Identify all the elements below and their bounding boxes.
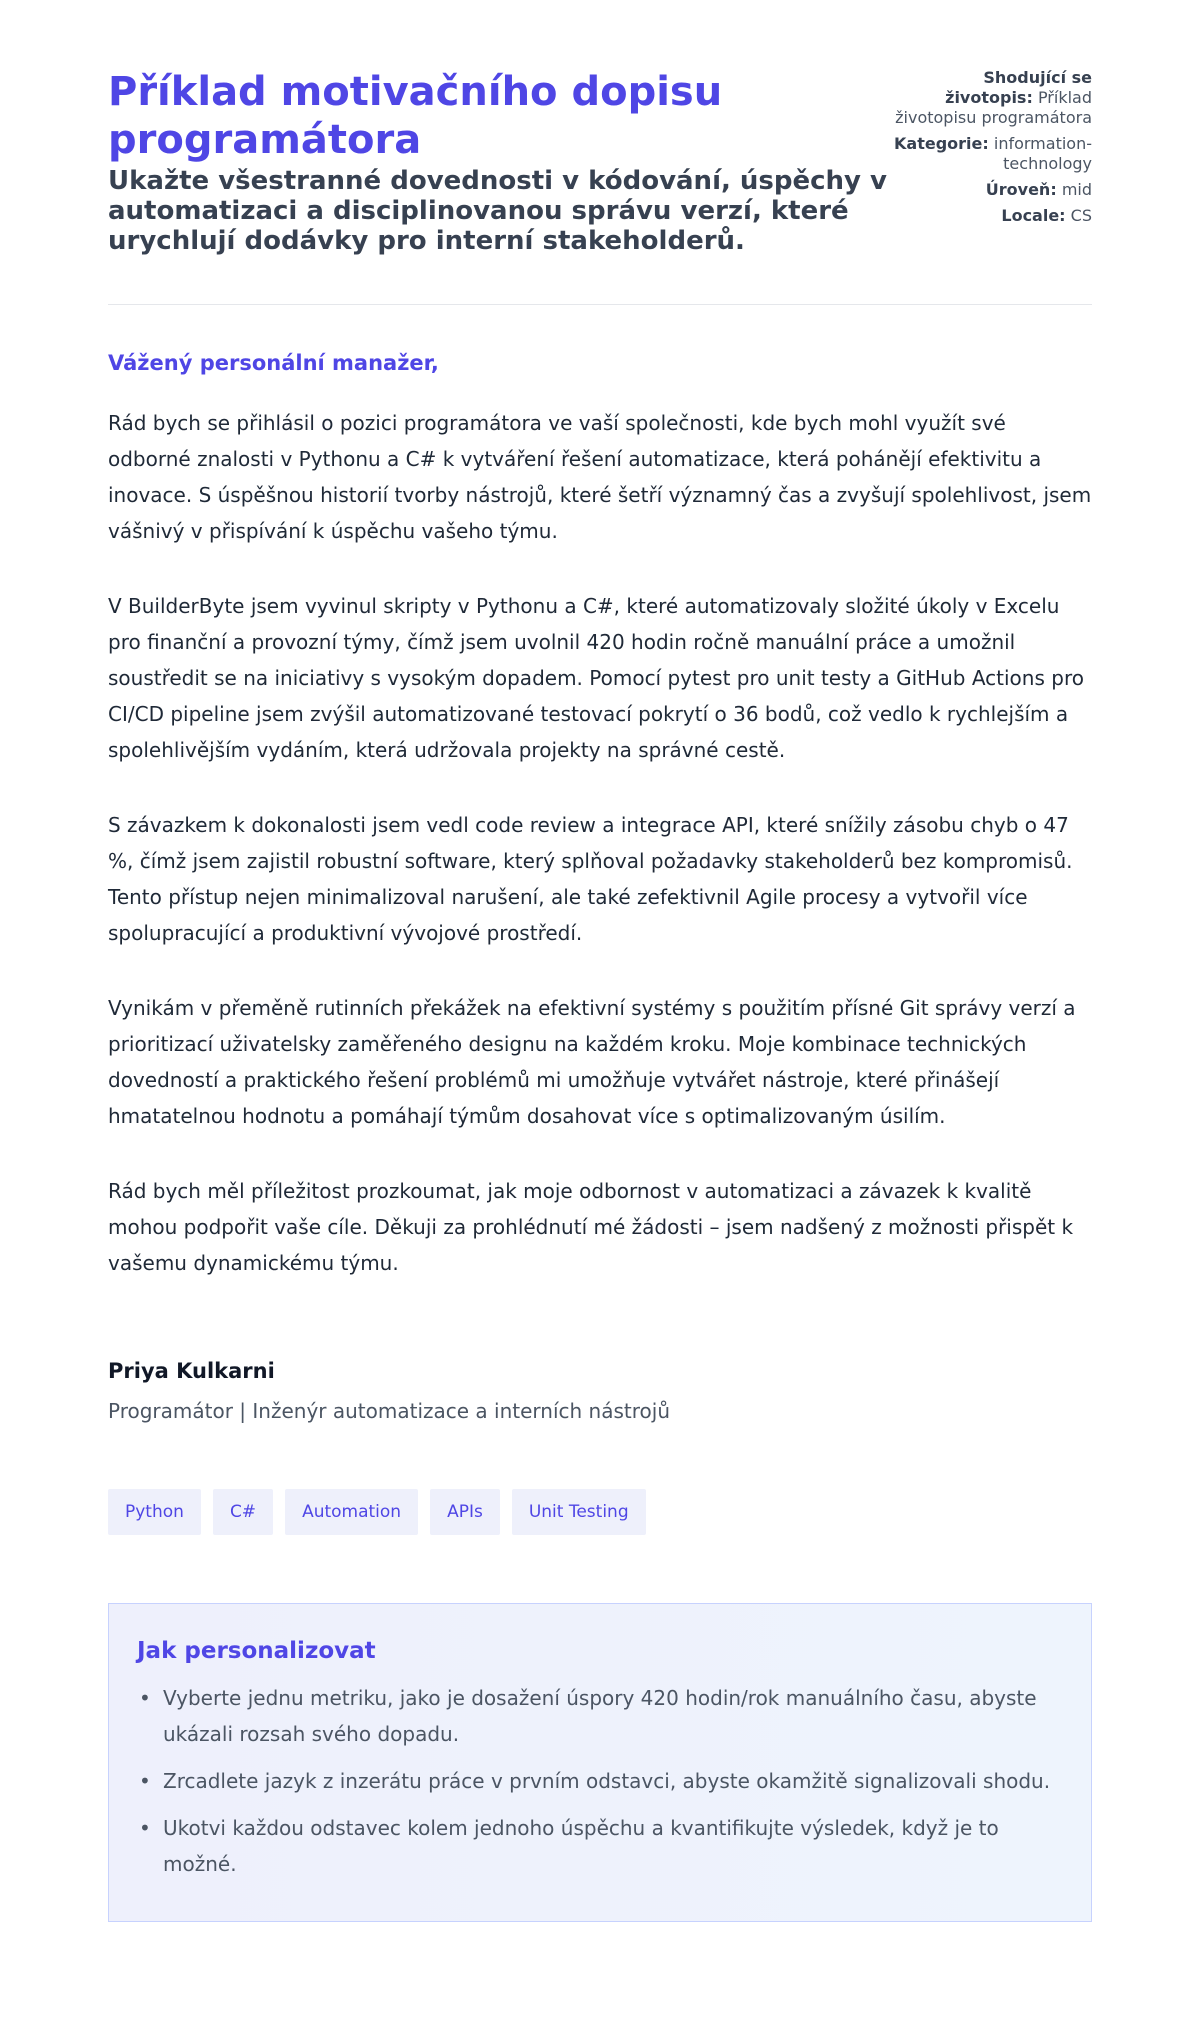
meta-panel [893, 68, 1092, 232]
meta-locale-value: CS [1070, 206, 1092, 225]
signature-name: Priya Kulkarni [108, 1359, 275, 1383]
letter-body [108, 349, 1092, 1281]
skill-tag: Unit Testing [512, 1489, 646, 1535]
skill-tag: Automation [285, 1489, 418, 1535]
tip-item: • Vyberte jednu metriku, jako je dosažení úspory 420 hodin/rok manuálního času, abyste ukázali rozsah svého dopadu. [163, 1680, 1063, 1752]
letter-paragraph: Rád bych měl příležitost prozkoumat, jak moje odbornost v automatizaci a závazek k kvalitě mohou podpořit vaše cíle. Děkuji za prohlédnutí mé žádosti – jsem nadšený z možnosti přispět k vašemu dynamickému týmu. [108, 1179, 1074, 1275]
skill-tag: C# [213, 1489, 273, 1535]
meta-category-label: Kategorie: [894, 134, 989, 153]
header [108, 68, 1092, 305]
salutation: Vážený personální manažer, [108, 351, 439, 375]
header-titles [108, 68, 893, 256]
meta-resume [893, 68, 1092, 128]
meta-category-value: information-technology [993, 134, 1092, 173]
skill-tag: Python [108, 1489, 201, 1535]
meta-level [893, 180, 1092, 200]
skill-tags [108, 1489, 1092, 1535]
meta-resume-label: Shodující se životopis: [945, 68, 1092, 107]
tip-item: • Ukotvi každou odstavec kolem jednoho úspěchu a kvantifikujte výsledek, když je to možné. [163, 1810, 1063, 1882]
tips-title: Jak personalizovat [137, 1638, 376, 1664]
skill-tag: APIs [430, 1489, 500, 1535]
letter-paragraph: S závazkem k dokonalosti jsem vedl code review a integrace API, které snížily zásobu chyb o 47 %, čímž jsem zajistil robustní software, který splňoval požadavky stakeholderů bez kompromisů. Tento přístup nejen minimalizoval narušení, ale také zefektivnil Agile procesy a vytvořil více spolupracující a produktivní vývojové prostředí. [108, 813, 1073, 945]
tip-item: • Zrcadlete jazyk z inzerátu práce v prvním odstavci, abyste okamžitě signalizovali shodu. [163, 1763, 1063, 1799]
meta-category [893, 134, 1092, 174]
signature [108, 1357, 1092, 1425]
signature-role: Programátor | Inženýr automatizace a interních nástrojů [108, 1399, 670, 1423]
page-subtitle: Ukažte všestranné dovednosti v kódování, úspěchy v automatizaci a disciplinovanou správu verzí, které urychlují dodávky pro interní stakeholderů. [108, 166, 888, 256]
meta-resume-value: Příklad životopisu programátora [895, 88, 1092, 127]
meta-level-label: Úroveň: [985, 180, 1057, 199]
meta-level-value: mid [1061, 180, 1092, 199]
page-title: Příklad motivačního dopisu programátora [108, 69, 723, 163]
meta-locale [893, 206, 1092, 226]
letter-paragraph: Rád bych se přihlásil o pozici programátora ve vaší společnosti, kde bych mohl využít své odborné znalosti v Pythonu a C# k vytváření řešení automatizace, která pohánějí efektivitu a inovace. S úspěšnou historií tvorby nástrojů, které šetří významný čas a zvyšují spolehlivost, jsem vášnivý v přispívání k úspěchu vašeho týmu. [108, 411, 1092, 543]
meta-locale-label: Locale: [1001, 206, 1066, 225]
letter-paragraph: V BuilderByte jsem vyvinul skripty v Pythonu a C#, které automatizovaly složité úkoly v Excelu pro finanční a provozní týmy, čímž jsem uvolnil 420 hodin ročně manuální práce a umožnil soustředit se na iniciativy s vysokým dopadem. Pomocí pytest pro unit testy a GitHub Actions pro CI/CD pipeline jsem zvýšil automatizované testovací pokrytí o 36 bodů, což vedlo k rychlejším a spolehlivějším vydáním, která udržovala projekty na správné cestě. [108, 594, 1084, 762]
letter-paragraph: Vynikám v přeměně rutinních překážek na efektivní systémy s použitím přísné Git správy verzí a prioritizací uživatelsky zaměřeného designu na každém kroku. Moje kombinace technických dovedností a praktického řešení problémů mi umožňuje vytvářet nástroje, které přinášejí hmatatelnou hodnotu a pomáhají týmům dosahovat více s optimalizovaným úsilím. [108, 996, 1076, 1128]
tips-list [137, 1680, 1063, 1882]
personalize-tips-box [108, 1603, 1092, 1922]
